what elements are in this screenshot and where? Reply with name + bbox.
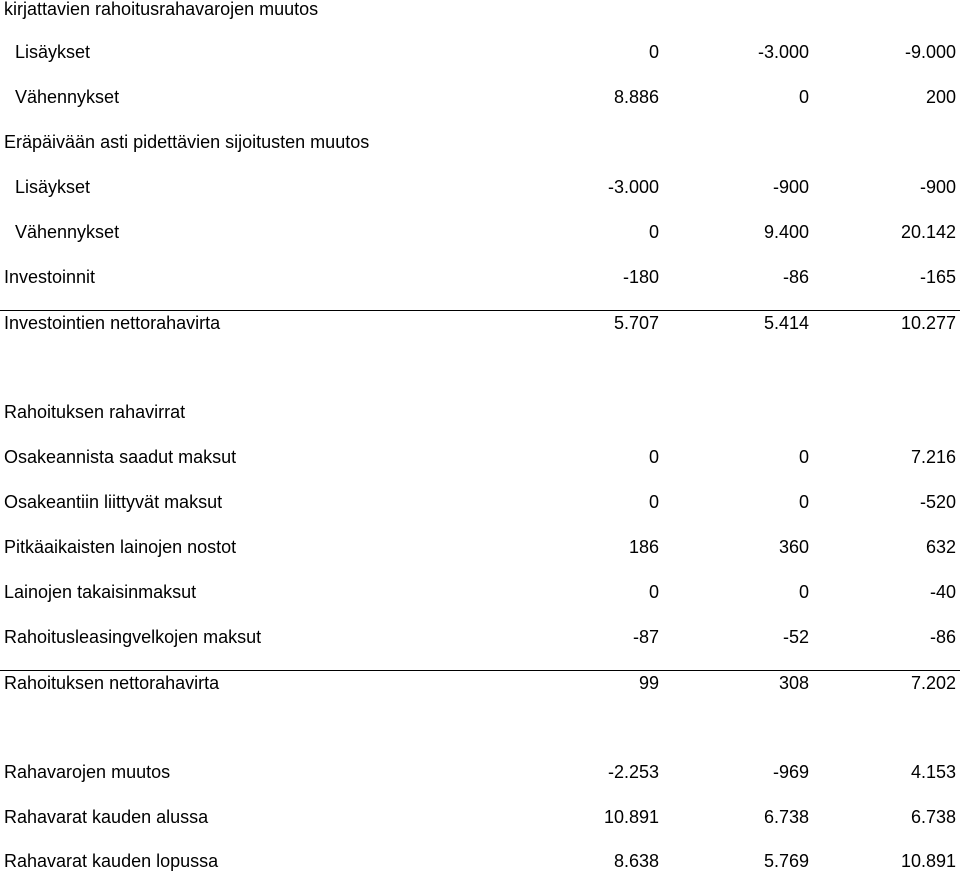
value-col-1: 0 <box>648 582 659 602</box>
row-label: Vähennykset <box>15 87 120 107</box>
table-row <box>0 802 960 832</box>
value-col-3: 20.142 <box>900 222 956 242</box>
value-col-1: 0 <box>648 222 659 242</box>
value-col-3: 632 <box>925 537 956 557</box>
row-label: Osakeantiin liittyvät maksut <box>4 492 223 512</box>
table-row <box>0 487 960 517</box>
value-col-2: -86 <box>782 267 809 287</box>
row-label: Investoinnit <box>4 267 96 287</box>
value-col-2: 9.400 <box>763 222 809 242</box>
row-label: Rahoitusleasingvelkojen maksut <box>4 627 262 647</box>
table-row <box>0 622 960 652</box>
value-col-3: -86 <box>929 627 956 647</box>
subtotal-label: Rahoituksen nettorahavirta <box>4 673 220 693</box>
row-label: Rahavarojen muutos <box>4 762 171 782</box>
table-row <box>0 217 960 247</box>
value-col-1: 0 <box>648 492 659 512</box>
value-col-1: -180 <box>622 267 659 287</box>
table-row <box>0 668 960 698</box>
value-col-1: 186 <box>628 537 659 557</box>
value-col-3: -520 <box>919 492 956 512</box>
value-col-3: 200 <box>925 87 956 107</box>
value-col-2: -969 <box>772 762 809 782</box>
row-label: Lainojen takaisinmaksut <box>4 582 197 602</box>
value-col-2: 5.414 <box>763 313 809 333</box>
table-row <box>0 262 960 292</box>
value-col-1: 8.886 <box>613 87 659 107</box>
row-label: Lisäykset <box>15 42 91 62</box>
value-col-2: 0 <box>798 582 809 602</box>
value-col-2: -3.000 <box>757 42 809 62</box>
value-col-3: 7.216 <box>910 447 956 467</box>
value-col-2: 0 <box>798 447 809 467</box>
table-row <box>0 37 960 67</box>
value-col-3: -900 <box>919 177 956 197</box>
value-col-2: -52 <box>782 627 809 647</box>
row-label: Lisäykset <box>15 177 91 197</box>
table-row <box>0 172 960 202</box>
row-label: Pitkäaikaisten lainojen nostot <box>4 537 237 557</box>
table-row <box>0 532 960 562</box>
value-col-1: 8.638 <box>613 851 659 871</box>
value-col-3: 10.277 <box>900 313 956 333</box>
row-label: Vähennykset <box>15 222 120 242</box>
value-col-3: -9.000 <box>904 42 956 62</box>
table-row <box>0 308 960 338</box>
value-col-2: 0 <box>798 87 809 107</box>
value-col-1: 0 <box>648 42 659 62</box>
row-label: Osakeannista saadut maksut <box>4 447 237 467</box>
table-row <box>0 397 960 427</box>
row-label: Rahavarat kauden alussa <box>4 807 209 827</box>
row-label: kirjattavien rahoitusrahavarojen muutos <box>4 0 319 19</box>
value-col-1: 5.707 <box>613 313 659 333</box>
value-col-1: -2.253 <box>607 762 659 782</box>
value-col-2: 6.738 <box>763 807 809 827</box>
value-col-3: -40 <box>929 582 956 602</box>
section-heading: Rahoituksen rahavirrat <box>4 402 186 422</box>
value-col-3: -165 <box>919 267 956 287</box>
value-col-3: 7.202 <box>910 673 956 693</box>
value-col-3: 10.891 <box>900 851 956 871</box>
value-col-2: -900 <box>772 177 809 197</box>
value-col-1: -3.000 <box>607 177 659 197</box>
subtotal-label: Investointien nettorahavirta <box>4 313 221 333</box>
table-row <box>0 757 960 787</box>
table-row <box>0 127 960 157</box>
value-col-2: 5.769 <box>763 851 809 871</box>
value-col-3: 4.153 <box>910 762 956 782</box>
value-col-3: 6.738 <box>910 807 956 827</box>
row-label: Rahavarat kauden lopussa <box>4 851 219 871</box>
section-heading: Eräpäivään asti pidettävien sijoitusten muutos <box>4 132 370 152</box>
value-col-2: 360 <box>778 537 809 557</box>
value-col-1: 10.891 <box>603 807 659 827</box>
value-col-1: 0 <box>648 447 659 467</box>
table-row <box>0 442 960 472</box>
value-col-1: 99 <box>638 673 659 693</box>
table-row <box>0 0 960 24</box>
value-col-2: 308 <box>778 673 809 693</box>
value-col-1: -87 <box>632 627 659 647</box>
table-row <box>0 82 960 112</box>
table-row <box>0 846 960 876</box>
value-col-2: 0 <box>798 492 809 512</box>
table-row <box>0 577 960 607</box>
